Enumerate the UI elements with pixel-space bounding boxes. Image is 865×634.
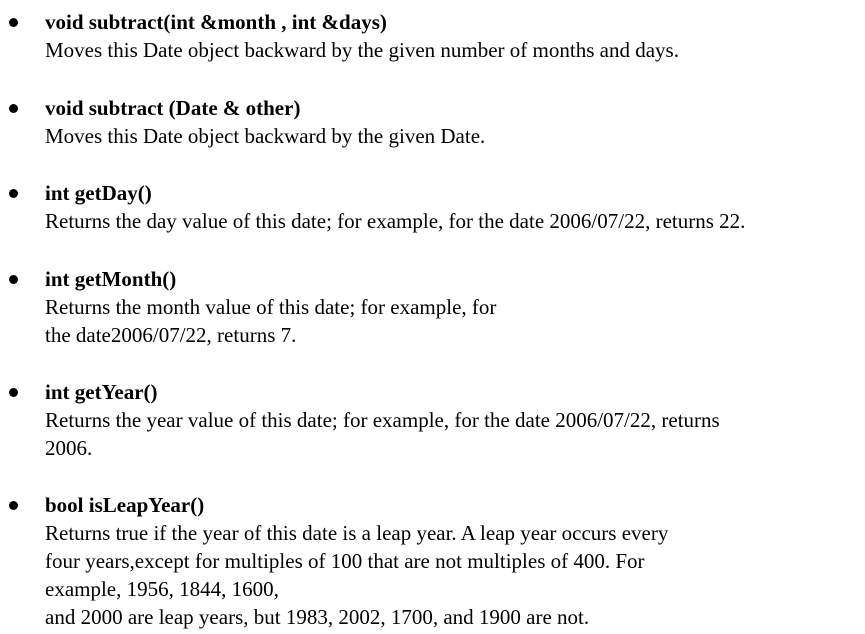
description-line: four years,except for multiples of 100 that are not multiples of 400. For (45, 549, 645, 573)
description-line: 2006. (45, 436, 93, 460)
bullet-icon (9, 501, 18, 510)
description-line: Returns true if the year of this date is a leap year. A leap year occurs every (45, 521, 669, 545)
description-line: and 2000 are leap years, but 1983, 2002, 1700, and 1900 are not. (45, 605, 590, 629)
description-line: example, 1956, 1844, 1600, (45, 577, 279, 601)
description-line: the date2006/07/22, returns 7. (45, 323, 297, 347)
description-line: Moves this Date object backward by the given Date. (45, 124, 486, 148)
description-line: Returns the day value of this date; for example, for the date 2006/07/22, returns 22. (45, 209, 746, 233)
method-description (45, 122, 485, 150)
method-signature: int getDay() (45, 181, 152, 205)
method-signature: int getMonth() (45, 267, 177, 291)
bullet-icon (9, 104, 18, 113)
method-signature: bool isLeapYear() (45, 493, 205, 517)
method-signature: void subtract(int &month , int &days) (45, 10, 387, 34)
method-description (45, 519, 668, 631)
method-signature: int getYear() (45, 380, 158, 404)
method-description (45, 36, 679, 64)
bullet-icon (9, 189, 18, 198)
method-description (45, 406, 720, 462)
description-line: Returns the year value of this date; for example, for the date 2006/07/22, returns (45, 408, 720, 432)
bullet-icon (9, 275, 18, 284)
method-signature: void subtract (Date & other) (45, 96, 301, 120)
bullet-icon (9, 18, 18, 27)
method-description (45, 293, 496, 349)
bullet-icon (9, 388, 18, 397)
description-line: Moves this Date object backward by the given number of months and days. (45, 38, 679, 62)
method-description (45, 207, 745, 235)
description-line: Returns the month value of this date; for example, for (45, 295, 497, 319)
